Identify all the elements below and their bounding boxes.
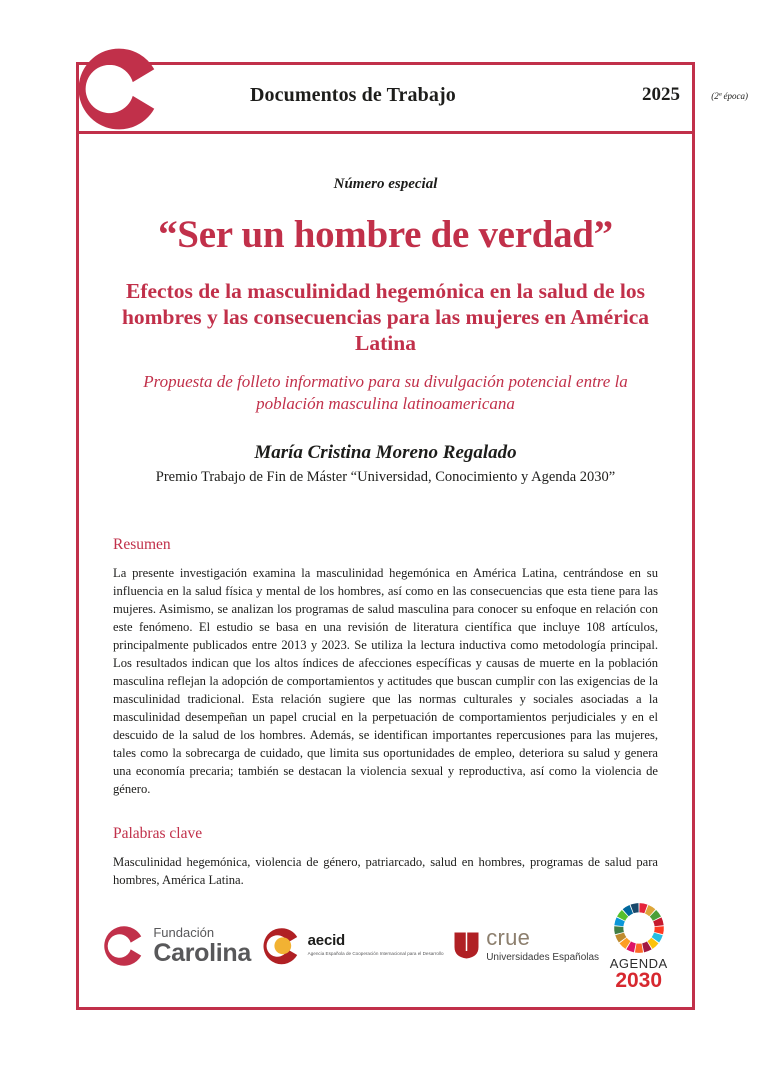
masthead-epoch: (2ª época) <box>711 91 748 101</box>
aecid-line1: aecid <box>307 932 346 950</box>
special-issue-label: Número especial <box>333 176 438 192</box>
carolina-line2: Carolina <box>153 938 251 967</box>
page-title: “Ser un hombre de verdad” <box>158 213 613 256</box>
aecid-line2: Agencia Española de Cooperación Internacional para el Desarrollo <box>307 951 444 957</box>
crue-line2: Universidades Españolas <box>486 951 600 963</box>
logo-aecid <box>262 927 444 965</box>
award-line: Premio Trabajo de Fin de Máster “Universidad, Conocimiento y Agenda 2030” <box>155 468 616 485</box>
keywords-heading: Palabras clave <box>113 824 203 842</box>
sponsor-logos <box>76 898 695 993</box>
crue-line1: crue <box>486 924 531 950</box>
logo-agenda-2030 <box>610 901 668 991</box>
agenda-line1: AGENDA <box>609 955 668 971</box>
masthead-title: Documentos de Trabajo <box>250 84 456 106</box>
abstract-section <box>76 536 695 889</box>
abstract-text: La presente investigación examina la masculinidad hegemónica en América Latina, centrándose en su influencia en la salud física y mental de los hombres, así como en las consecuencias que esta tiene para las mujeres. Asimismo, se analizan los programas de salud masculina para conocer su enfoque en relación con este fenómeno. El estudio se basa en una revisión de literatura científica que incluye 108 artículos, principalmente publicados entre 2013 y 2023. Se utiliza la lectura inductiva como metodología principal. Los resultados indican que los altos índices de afecciones específicas y causas de muerte en la población masculina reflejan la adopción de comportamientos y actitudes que buscan cumplir con las exigencias de la masculinidad tradicional. Esta relación sugiere que las normas culturales y sociales asociadas a la masculinidad desempeñan un papel crucial en la perpetuación de comportamientos perjudiciales y en el descuido de la salud de los hombres. Además, se identifican importantes repercusiones para las mujeres, tales como la sobrecarga de cuidado, que limita sus oportunidades de empleo, deteriora su salud y genera una economía precaria; también se destacan la violencia sexual y reproductiva, así como la violencia de género. <box>113 565 658 796</box>
logo-fundacion-carolina <box>103 925 251 967</box>
page-subtitle: Efectos de la masculinidad hegemónica en la salud de los hombres y las consecuencias para las mujeres en América Latina <box>121 278 650 356</box>
abstract-heading: Resumen <box>113 535 171 553</box>
aecid-mark-icon <box>262 927 302 965</box>
keywords-text: Masculinidad hegemónica, violencia de género, patriarcado, salud en hombres, programas de salud para hombres, América Latina. <box>113 854 658 887</box>
crue-wordmark <box>486 924 600 965</box>
cover-content <box>76 134 695 889</box>
crue-shield-icon <box>454 932 479 959</box>
carolina-line1: Fundación <box>153 924 215 940</box>
sdg-wheel-icon <box>612 901 666 955</box>
author-name: María Cristina Moreno Regalado <box>254 441 517 463</box>
aecid-wordmark <box>308 933 444 958</box>
logo-crue <box>454 924 600 965</box>
fundacion-carolina-wordmark <box>153 926 251 966</box>
fundacion-carolina-c-logo-icon <box>76 46 162 132</box>
page-descriptor: Propuesta de folleto informativo para su divulgación potencial entre la población masculina latinoamericana <box>143 371 628 413</box>
masthead-year: 2025 <box>642 84 680 105</box>
fundacion-carolina-mark-icon <box>103 925 145 967</box>
agenda-line2: 2030 <box>615 968 663 992</box>
